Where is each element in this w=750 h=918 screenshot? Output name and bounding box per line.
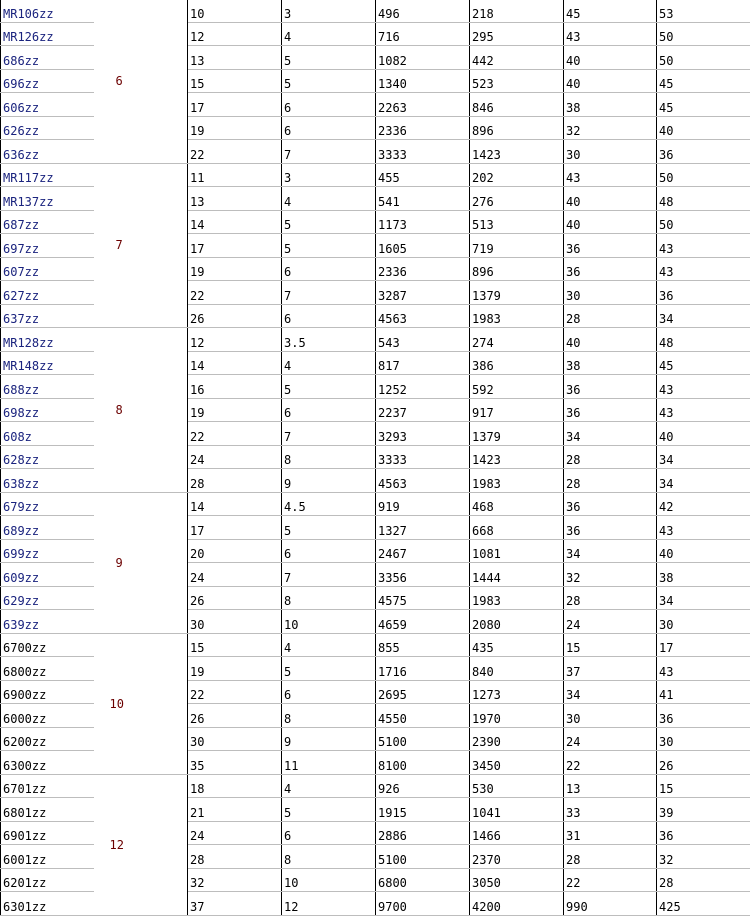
- value-cell: 5100: [376, 845, 470, 869]
- value-cell: 1423: [470, 445, 564, 469]
- value-cell: 48: [657, 328, 750, 352]
- value-cell: 2336: [376, 257, 470, 281]
- value-cell: 53: [657, 0, 750, 22]
- value-cell: 7: [282, 563, 376, 587]
- value-cell: 5: [282, 46, 376, 70]
- value-cell: 530: [470, 774, 564, 798]
- value-cell: 28: [564, 445, 657, 469]
- value-cell: 37: [564, 657, 657, 681]
- value-cell: 6: [282, 304, 376, 328]
- value-cell: 34: [564, 539, 657, 563]
- value-cell: 2336: [376, 116, 470, 140]
- value-cell: 9700: [376, 892, 470, 916]
- value-cell: 5: [282, 657, 376, 681]
- bore-size-cell: 12: [94, 774, 188, 915]
- value-cell: 7: [282, 140, 376, 164]
- model-cell: 697zz: [1, 234, 94, 258]
- model-cell: MR128zz: [1, 328, 94, 352]
- value-cell: 896: [470, 257, 564, 281]
- value-cell: 5: [282, 69, 376, 93]
- model-cell: 6701zz: [1, 774, 94, 798]
- value-cell: 40: [564, 328, 657, 352]
- value-cell: 1466: [470, 821, 564, 845]
- table-row: [1, 633, 750, 657]
- value-cell: 4: [282, 187, 376, 211]
- value-cell: 3333: [376, 445, 470, 469]
- value-cell: 9: [282, 727, 376, 751]
- model-cell: 609zz: [1, 563, 94, 587]
- value-cell: 10: [282, 868, 376, 892]
- value-cell: 919: [376, 492, 470, 516]
- model-cell: 689zz: [1, 516, 94, 540]
- value-cell: 8100: [376, 751, 470, 775]
- value-cell: 592: [470, 375, 564, 399]
- value-cell: 10: [282, 610, 376, 634]
- table-row: [1, 492, 750, 516]
- value-cell: 6: [282, 539, 376, 563]
- model-cell: 606zz: [1, 93, 94, 117]
- value-cell: 43: [657, 234, 750, 258]
- value-cell: 18: [188, 774, 282, 798]
- value-cell: 5100: [376, 727, 470, 751]
- model-cell: 6000zz: [1, 704, 94, 728]
- value-cell: 668: [470, 516, 564, 540]
- value-cell: 6: [282, 821, 376, 845]
- value-cell: 3.5: [282, 328, 376, 352]
- value-cell: 36: [564, 492, 657, 516]
- value-cell: 36: [564, 516, 657, 540]
- value-cell: 37: [188, 892, 282, 916]
- value-cell: 40: [657, 116, 750, 140]
- value-cell: 28: [657, 868, 750, 892]
- value-cell: 496: [376, 0, 470, 22]
- value-cell: 43: [657, 516, 750, 540]
- value-cell: 1082: [376, 46, 470, 70]
- value-cell: 30: [188, 727, 282, 751]
- value-cell: 15: [188, 633, 282, 657]
- model-cell: 6901zz: [1, 821, 94, 845]
- value-cell: 543: [376, 328, 470, 352]
- value-cell: 4: [282, 774, 376, 798]
- value-cell: 15: [657, 774, 750, 798]
- value-cell: 11: [188, 163, 282, 187]
- table-row: [1, 328, 750, 352]
- value-cell: 719: [470, 234, 564, 258]
- value-cell: 26: [188, 304, 282, 328]
- table-row: [1, 0, 750, 22]
- value-cell: 50: [657, 46, 750, 70]
- model-cell: 6001zz: [1, 845, 94, 869]
- value-cell: 523: [470, 69, 564, 93]
- value-cell: 30: [657, 727, 750, 751]
- value-cell: 13: [564, 774, 657, 798]
- value-cell: 36: [657, 704, 750, 728]
- value-cell: 12: [188, 328, 282, 352]
- value-cell: 541: [376, 187, 470, 211]
- value-cell: 32: [564, 116, 657, 140]
- value-cell: 22: [188, 281, 282, 305]
- value-cell: 48: [657, 187, 750, 211]
- value-cell: 513: [470, 210, 564, 234]
- value-cell: 34: [657, 304, 750, 328]
- value-cell: 34: [564, 422, 657, 446]
- value-cell: 24: [188, 445, 282, 469]
- value-cell: 43: [657, 257, 750, 281]
- value-cell: 8: [282, 704, 376, 728]
- value-cell: 1423: [470, 140, 564, 164]
- value-cell: 35: [188, 751, 282, 775]
- value-cell: 16: [188, 375, 282, 399]
- value-cell: 4659: [376, 610, 470, 634]
- value-cell: 1252: [376, 375, 470, 399]
- value-cell: 43: [564, 163, 657, 187]
- value-cell: 32: [564, 563, 657, 587]
- value-cell: 5: [282, 210, 376, 234]
- value-cell: 38: [657, 563, 750, 587]
- value-cell: 3287: [376, 281, 470, 305]
- value-cell: 1915: [376, 798, 470, 822]
- value-cell: 13: [188, 187, 282, 211]
- value-cell: 22: [188, 140, 282, 164]
- value-cell: 45: [657, 351, 750, 375]
- value-cell: 4563: [376, 469, 470, 493]
- value-cell: 455: [376, 163, 470, 187]
- value-cell: 2080: [470, 610, 564, 634]
- bore-size-cell: 10: [94, 633, 188, 774]
- value-cell: 41: [657, 680, 750, 704]
- model-cell: MR126zz: [1, 22, 94, 46]
- value-cell: 4575: [376, 586, 470, 610]
- value-cell: 14: [188, 210, 282, 234]
- value-cell: 1716: [376, 657, 470, 681]
- value-cell: 32: [657, 845, 750, 869]
- model-cell: 687zz: [1, 210, 94, 234]
- value-cell: 1983: [470, 586, 564, 610]
- model-cell: MR148zz: [1, 351, 94, 375]
- model-cell: 637zz: [1, 304, 94, 328]
- value-cell: 28: [564, 586, 657, 610]
- value-cell: 34: [657, 445, 750, 469]
- table-row: [1, 163, 750, 187]
- value-cell: 33: [564, 798, 657, 822]
- value-cell: 36: [657, 281, 750, 305]
- value-cell: 10: [188, 0, 282, 22]
- value-cell: 1379: [470, 281, 564, 305]
- value-cell: 26: [657, 751, 750, 775]
- value-cell: 4: [282, 22, 376, 46]
- model-cell: 608z: [1, 422, 94, 446]
- value-cell: 14: [188, 492, 282, 516]
- value-cell: 26: [188, 586, 282, 610]
- value-cell: 6: [282, 680, 376, 704]
- value-cell: 40: [657, 422, 750, 446]
- bearing-table-body: [1, 0, 750, 915]
- value-cell: 2237: [376, 398, 470, 422]
- value-cell: 43: [564, 22, 657, 46]
- value-cell: 6: [282, 398, 376, 422]
- value-cell: 2390: [470, 727, 564, 751]
- value-cell: 17: [657, 633, 750, 657]
- value-cell: 32: [188, 868, 282, 892]
- model-cell: 627zz: [1, 281, 94, 305]
- value-cell: 28: [564, 845, 657, 869]
- model-cell: 688zz: [1, 375, 94, 399]
- value-cell: 6: [282, 93, 376, 117]
- value-cell: 34: [564, 680, 657, 704]
- value-cell: 36: [564, 257, 657, 281]
- value-cell: 22: [188, 680, 282, 704]
- value-cell: 50: [657, 163, 750, 187]
- value-cell: 28: [188, 469, 282, 493]
- value-cell: 5: [282, 798, 376, 822]
- value-cell: 24: [188, 563, 282, 587]
- value-cell: 3: [282, 163, 376, 187]
- value-cell: 3333: [376, 140, 470, 164]
- model-cell: 639zz: [1, 610, 94, 634]
- value-cell: 2886: [376, 821, 470, 845]
- bore-size-cell: 9: [94, 492, 188, 633]
- value-cell: 9: [282, 469, 376, 493]
- value-cell: 2263: [376, 93, 470, 117]
- value-cell: 36: [564, 234, 657, 258]
- value-cell: 896: [470, 116, 564, 140]
- model-cell: 638zz: [1, 469, 94, 493]
- value-cell: 855: [376, 633, 470, 657]
- value-cell: 12: [188, 22, 282, 46]
- value-cell: 386: [470, 351, 564, 375]
- value-cell: 442: [470, 46, 564, 70]
- model-cell: 626zz: [1, 116, 94, 140]
- value-cell: 40: [564, 46, 657, 70]
- value-cell: 19: [188, 116, 282, 140]
- value-cell: 6: [282, 257, 376, 281]
- value-cell: 17: [188, 93, 282, 117]
- model-cell: 6900zz: [1, 680, 94, 704]
- value-cell: 43: [657, 375, 750, 399]
- value-cell: 435: [470, 633, 564, 657]
- value-cell: 40: [657, 539, 750, 563]
- value-cell: 1173: [376, 210, 470, 234]
- value-cell: 19: [188, 257, 282, 281]
- model-cell: 6300zz: [1, 751, 94, 775]
- value-cell: 218: [470, 0, 564, 22]
- value-cell: 2370: [470, 845, 564, 869]
- model-cell: 607zz: [1, 257, 94, 281]
- value-cell: 840: [470, 657, 564, 681]
- value-cell: 31: [564, 821, 657, 845]
- model-cell: MR106zz: [1, 0, 94, 22]
- value-cell: 1041: [470, 798, 564, 822]
- value-cell: 3450: [470, 751, 564, 775]
- value-cell: 28: [564, 469, 657, 493]
- value-cell: 24: [188, 821, 282, 845]
- value-cell: 43: [657, 657, 750, 681]
- value-cell: 34: [657, 586, 750, 610]
- value-cell: 8: [282, 586, 376, 610]
- value-cell: 22: [564, 751, 657, 775]
- value-cell: 4.5: [282, 492, 376, 516]
- model-cell: MR117zz: [1, 163, 94, 187]
- value-cell: 36: [564, 398, 657, 422]
- value-cell: 3356: [376, 563, 470, 587]
- value-cell: 1340: [376, 69, 470, 93]
- value-cell: 5: [282, 375, 376, 399]
- bore-size-cell: 8: [94, 328, 188, 493]
- value-cell: 1970: [470, 704, 564, 728]
- model-cell: 698zz: [1, 398, 94, 422]
- value-cell: 36: [657, 821, 750, 845]
- value-cell: 990: [564, 892, 657, 916]
- value-cell: 6: [282, 116, 376, 140]
- table-row: [1, 774, 750, 798]
- value-cell: 1605: [376, 234, 470, 258]
- value-cell: 1273: [470, 680, 564, 704]
- value-cell: 24: [564, 610, 657, 634]
- value-cell: 22: [564, 868, 657, 892]
- value-cell: 20: [188, 539, 282, 563]
- value-cell: 11: [282, 751, 376, 775]
- value-cell: 5: [282, 516, 376, 540]
- value-cell: 917: [470, 398, 564, 422]
- value-cell: 28: [564, 304, 657, 328]
- value-cell: 40: [564, 210, 657, 234]
- value-cell: 36: [657, 140, 750, 164]
- value-cell: 1379: [470, 422, 564, 446]
- model-cell: 6700zz: [1, 633, 94, 657]
- value-cell: 21: [188, 798, 282, 822]
- value-cell: 202: [470, 163, 564, 187]
- model-cell: 6801zz: [1, 798, 94, 822]
- value-cell: 1983: [470, 469, 564, 493]
- model-cell: 6800zz: [1, 657, 94, 681]
- value-cell: 817: [376, 351, 470, 375]
- value-cell: 15: [564, 633, 657, 657]
- value-cell: 1983: [470, 304, 564, 328]
- value-cell: 7: [282, 281, 376, 305]
- value-cell: 4: [282, 633, 376, 657]
- value-cell: 34: [657, 469, 750, 493]
- value-cell: 4550: [376, 704, 470, 728]
- value-cell: 38: [564, 93, 657, 117]
- model-cell: 699zz: [1, 539, 94, 563]
- value-cell: 19: [188, 657, 282, 681]
- value-cell: 3050: [470, 868, 564, 892]
- value-cell: 274: [470, 328, 564, 352]
- value-cell: 4: [282, 351, 376, 375]
- value-cell: 2467: [376, 539, 470, 563]
- value-cell: 1444: [470, 563, 564, 587]
- value-cell: 19: [188, 398, 282, 422]
- value-cell: 45: [564, 0, 657, 22]
- value-cell: 3293: [376, 422, 470, 446]
- model-cell: MR137zz: [1, 187, 94, 211]
- value-cell: 30: [188, 610, 282, 634]
- value-cell: 8: [282, 845, 376, 869]
- value-cell: 716: [376, 22, 470, 46]
- value-cell: 43: [657, 398, 750, 422]
- bore-size-cell: 6: [94, 0, 188, 163]
- value-cell: 28: [188, 845, 282, 869]
- value-cell: 17: [188, 234, 282, 258]
- model-cell: 686zz: [1, 46, 94, 70]
- value-cell: 17: [188, 516, 282, 540]
- value-cell: 295: [470, 22, 564, 46]
- model-cell: 636zz: [1, 140, 94, 164]
- value-cell: 1327: [376, 516, 470, 540]
- value-cell: 276: [470, 187, 564, 211]
- model-cell: 628zz: [1, 445, 94, 469]
- value-cell: 50: [657, 22, 750, 46]
- value-cell: 42: [657, 492, 750, 516]
- value-cell: 45: [657, 93, 750, 117]
- value-cell: 4200: [470, 892, 564, 916]
- value-cell: 39: [657, 798, 750, 822]
- value-cell: 846: [470, 93, 564, 117]
- value-cell: 3: [282, 0, 376, 22]
- value-cell: 30: [564, 140, 657, 164]
- value-cell: 4563: [376, 304, 470, 328]
- value-cell: 7: [282, 422, 376, 446]
- value-cell: 1081: [470, 539, 564, 563]
- value-cell: 26: [188, 704, 282, 728]
- model-cell: 679zz: [1, 492, 94, 516]
- value-cell: 8: [282, 445, 376, 469]
- value-cell: 22: [188, 422, 282, 446]
- model-cell: 6200zz: [1, 727, 94, 751]
- model-cell: 696zz: [1, 69, 94, 93]
- value-cell: 36: [564, 375, 657, 399]
- value-cell: 30: [657, 610, 750, 634]
- value-cell: 15: [188, 69, 282, 93]
- model-cell: 6201zz: [1, 868, 94, 892]
- value-cell: 40: [564, 187, 657, 211]
- value-cell: 12: [282, 892, 376, 916]
- value-cell: 14: [188, 351, 282, 375]
- value-cell: 2695: [376, 680, 470, 704]
- value-cell: 30: [564, 281, 657, 305]
- model-cell: 629zz: [1, 586, 94, 610]
- value-cell: 926: [376, 774, 470, 798]
- value-cell: 13: [188, 46, 282, 70]
- value-cell: 40: [564, 69, 657, 93]
- value-cell: 5: [282, 234, 376, 258]
- value-cell: 45: [657, 69, 750, 93]
- value-cell: 50: [657, 210, 750, 234]
- value-cell: 468: [470, 492, 564, 516]
- value-cell: 24: [564, 727, 657, 751]
- value-cell: 38: [564, 351, 657, 375]
- value-cell: 6800: [376, 868, 470, 892]
- bore-size-cell: 7: [94, 163, 188, 328]
- value-cell: 30: [564, 704, 657, 728]
- model-cell: 6301zz: [1, 892, 94, 916]
- value-cell: 425: [657, 892, 750, 916]
